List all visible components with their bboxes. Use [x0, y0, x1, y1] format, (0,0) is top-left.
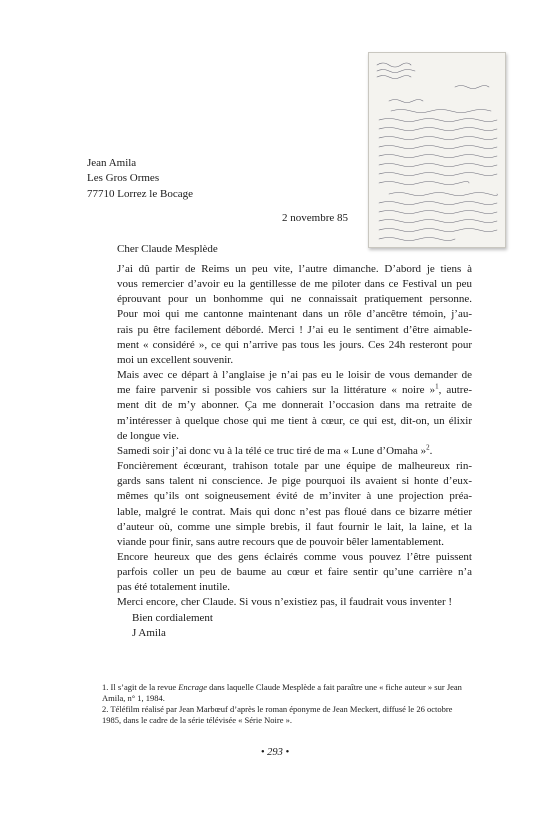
text-line — [102, 383, 472, 398]
footnote-1 — [102, 682, 472, 704]
text-line: Foncièrement écœurant, trahison totale par une équipe de malheureux rin- — [117, 460, 472, 473]
salutation: Cher Claude Mesplède — [117, 243, 218, 255]
footnote-number: 2. — [102, 704, 109, 714]
footnote-ref-1: 1 — [435, 382, 439, 391]
text-line: parfois coller un peu de baume au cœur et faire sentir qu’une carrière n’a — [117, 566, 472, 579]
sender-town: 77710 Lorrez le Bocage — [87, 187, 193, 200]
text-line: Pour moi qui me cantonne maintenant dans un rôle d’ancêtre témoin, j’au- — [117, 308, 472, 321]
text-line: Encore heureux que des gens éclairés comme vous pouvez l’être puissent — [117, 550, 472, 563]
text-line: rais pu être facilement débordé. Merci ! J’ai eu le sentiment d’être aimable- — [117, 323, 472, 336]
text-segment: Samedi soir j’ai donc vu à la télé ce truc tiré de ma « Lune d’Omaha » — [117, 444, 427, 457]
text-line: viande pour finir, sans autre recours que de pouvoir bêler lamentablement. — [117, 535, 444, 548]
handwritten-letter-scan — [369, 53, 505, 247]
journal-title: Encrage — [178, 682, 208, 692]
paragraph — [102, 444, 472, 550]
text-line: moi un excellent souvenir. — [117, 353, 234, 366]
text-line: Mais avec ce départ à l’anglaise je n’ai pas eu le loisir de vous demander de — [117, 369, 472, 382]
text-line: d’auteur où, comme une simple brebis, il faut fournir le lait, la laine, et la — [117, 520, 472, 533]
paragraph — [102, 262, 472, 368]
paragraph — [102, 368, 472, 444]
text-line: Merci encore, cher Claude. Si vous n’existiez pas, il faudrait vous inventer ! — [117, 596, 453, 609]
text-line: éprouvant pour un bonhomme qui ne connaissait pratiquement personne. — [117, 293, 472, 306]
text-line: de longue vie. — [117, 429, 180, 442]
letter-date: 2 novembre 85 — [282, 212, 348, 224]
sender-address — [87, 156, 193, 202]
paragraph — [102, 595, 472, 610]
sender-name: Jean Amila — [87, 157, 137, 169]
text-segment: , autre- — [438, 384, 472, 397]
sender-street: Les Gros Ormes — [87, 172, 160, 185]
footnote-text: Il s’agit de la revue — [110, 682, 177, 692]
page-number: • 293 • — [260, 747, 290, 758]
footnote-text: dans laquelle Claude Mesplède a fait paraître une « fiche auteur » sur Jean Amila, n° 1, 1984. — [102, 682, 462, 703]
text-line: m’intéresser à quelque chose qui me tient à cœur, ce qui est, dit-on, un élixir — [117, 414, 472, 427]
footnote-2 — [102, 704, 472, 726]
text-line: ment dit de m’y abonner. Ça me donnerait l’occasion dans ma retraite de — [117, 399, 472, 412]
letter-body — [102, 262, 472, 641]
text-line: pas été totalement inutile. — [117, 581, 231, 594]
paragraph — [102, 550, 472, 595]
text-line: vous remercier d’avoir eu la gentillesse de me piloter dans ce Festival un peu — [117, 278, 472, 291]
footnote-text: Téléfilm réalisé par Jean Marbœuf d’après le roman éponyme de Jean Meckert, diffusé le 26 octobre 1985, dans le cadre de la série télévisée « Série Noire ». — [102, 704, 453, 725]
text-line: Samedi soir j’ai donc vu à la télé ce truc tiré de ma « Lune d’Omaha »$^2$. — [117, 443, 433, 457]
text-line: ment « considéré », ce qui n’arrive pas tous les jours. Ces 24h resteront pour — [117, 338, 472, 351]
text-line: lable, malgré le contrat. Mais qui donc n’est pas floué dans ce bizarre métier — [117, 505, 472, 518]
closing: Bien cordialement — [132, 611, 213, 624]
footnotes — [102, 682, 472, 726]
signature: J Amila — [132, 626, 166, 639]
handwritten-letter-image — [368, 52, 506, 248]
text-line: mêmes qu’ils ont soigneusement évité de m’inviter à une projection préa- — [117, 490, 472, 503]
text-segment: me faire parvenir si possible vos cahiers sur la littérature « noire » — [117, 384, 436, 397]
text-line: J’ai dû partir de Reims un peu vite, l’autre dimanche. D’abord je tiens à — [117, 263, 472, 275]
footnote-ref-2: 2 — [426, 443, 430, 452]
footnote-number: 1. — [102, 682, 109, 692]
text-line: gards sans talent ni conscience. Je pige pourquoi ils avaient si honte d’eux- — [117, 475, 472, 488]
